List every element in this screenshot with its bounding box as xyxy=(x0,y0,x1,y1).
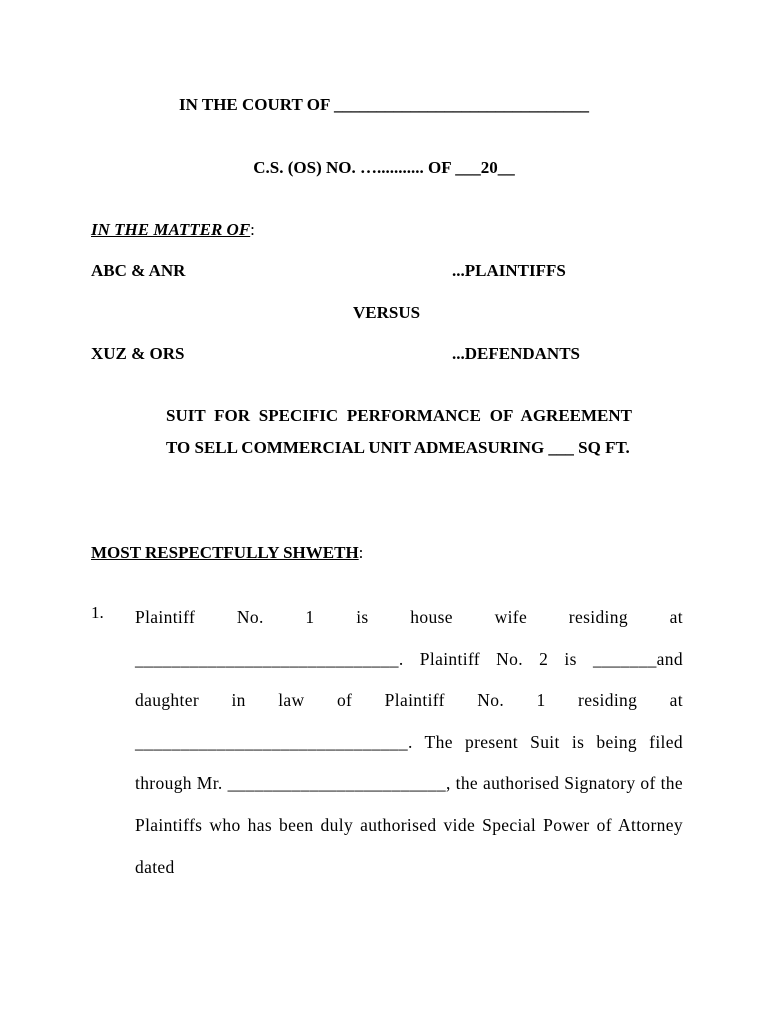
versus-label: VERSUS xyxy=(353,303,421,322)
plaintiff-name: ABC & ANR xyxy=(91,261,186,280)
court-line: IN THE COURT OF ______________________________ xyxy=(179,95,589,114)
shweth-heading xyxy=(91,544,363,561)
paragraph-text: Plaintiff No. 1 is house wife residing at _____________________________. Plaintiff No. 2 is _______and daughter in law of Plaintiff No. 1 residing at ______________________________. The present Suit is being filed through Mr. ________________________, the authorised Signatory of the Plaintiffs who has been duly authorised vide Special Power of Attorney dated xyxy=(135,607,683,877)
matter-heading xyxy=(91,221,255,238)
shweth-heading-colon: : xyxy=(358,543,364,562)
matter-heading-colon: : xyxy=(250,220,255,239)
case-number-line: C.S. (OS) NO. …........... OF ___20__ xyxy=(253,158,515,177)
paragraph-number: 1. xyxy=(91,603,104,622)
matter-heading-text: IN THE MATTER OF xyxy=(91,220,251,239)
defendant-name: XUZ & ORS xyxy=(91,344,185,363)
suit-title: SUIT FOR SPECIFIC PERFORMANCE OF AGREEMENT TO SELL COMMERCIAL UNIT ADMEASURING ___ SQ FT. xyxy=(166,406,632,457)
shweth-heading-text: MOST RESPECTFULLY SHWETH xyxy=(91,543,359,562)
plaintiff-role: ...PLAINTIFFS xyxy=(452,261,566,280)
defendant-role: ...DEFENDANTS xyxy=(452,344,580,363)
